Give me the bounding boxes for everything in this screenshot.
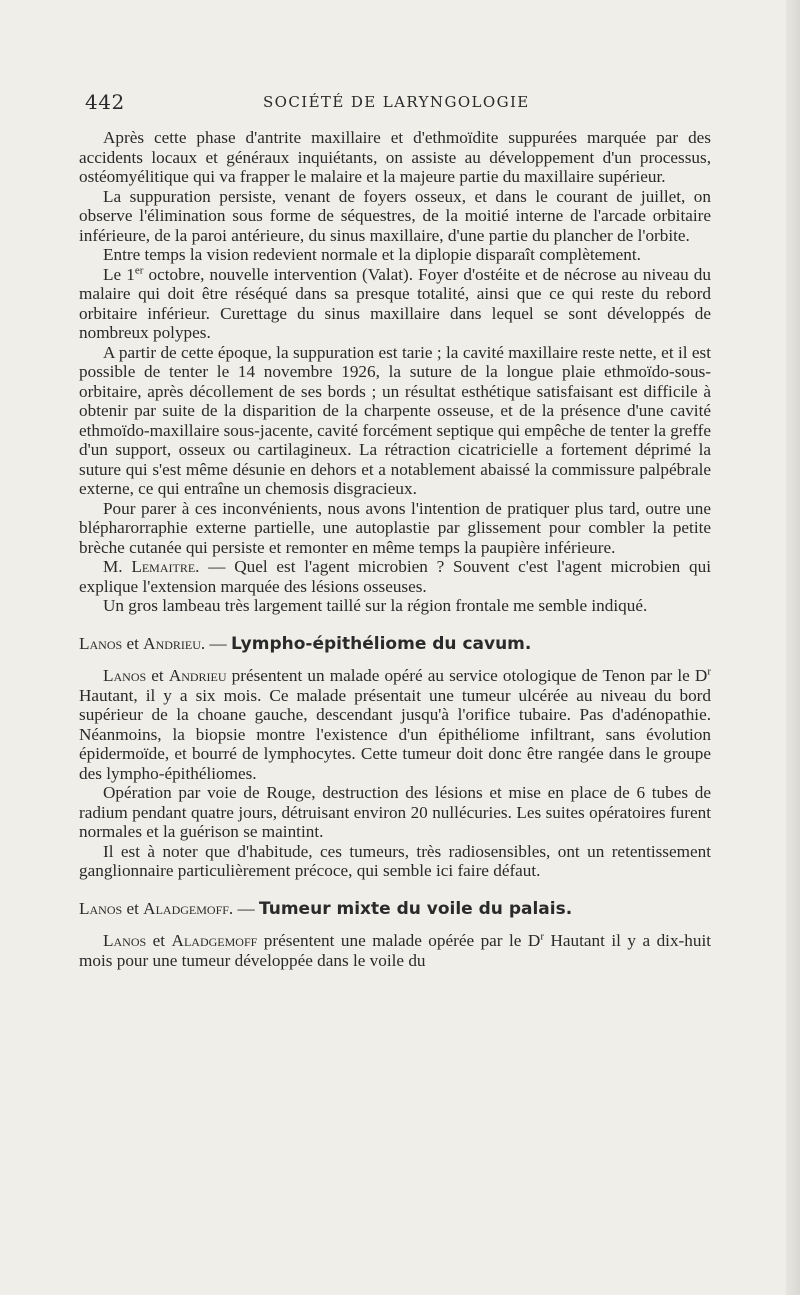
page-number: 442: [85, 90, 125, 114]
paragraph: [79, 666, 711, 783]
text-span: Le 1: [103, 264, 135, 284]
paragraph: Opération par voie de Rouge, destruction des lésions et mise en place de 6 tubes de radium pendant quatre jours, détruisant environ 20 nullécuries. Les suites opératoires furent normales et la guérison se maintint.: [79, 783, 711, 841]
speaker-name: M. Lemaitre.: [103, 557, 200, 576]
running-head: SOCIÉTÉ DE LARYNGOLOGIE: [263, 93, 530, 111]
text-span: — Quel est l'agent microbien ? Souvent c'est l'agent microbien qui explique l'extension marquée des lésions osseuses.: [79, 557, 712, 596]
text-span: Hautant, il y a six mois. Ce malade présentait une tumeur ulcérée au niveau du bord supérieur de la choane gauche, descendant jusqu'à l'orifice tubaire. Pas d'adénopathie. Néanmoins, la biopsie montre l'existence d'un épithéliome infiltrant, sans évolution épidermoïde, et bourré de lymphocytes. Cette tumeur doit donc être rangée dans le groupe des lympho-épithéliomes.: [79, 685, 711, 783]
text-span: octobre, nouvelle intervention (Valat). Foyer d'ostéite et de nécrose au niveau du malaire qui doit être réséqué dans sa presque totalité, ainsi que ce qui reste du rebord orbitaire inférieur. Curettage du sinus maxillaire dans lequel se sont développés de nombreux polypes.: [79, 264, 711, 342]
paragraph: [79, 265, 711, 343]
page-edge-shadow: [786, 0, 800, 1295]
section-title: Tumeur mixte du voile du palais.: [259, 898, 573, 919]
section-heading-lympho: [79, 634, 711, 655]
page-header: [85, 90, 705, 118]
text-span: présentent un malade opéré au service otologique de Tenon par le D: [226, 666, 708, 685]
paragraph: [79, 931, 711, 970]
paragraph: Il est à noter que d'habitude, ces tumeurs, très radiosensibles, ont un retentissement ganglionnaire particulièrement précoce, qui semble ici faire défaut.: [79, 841, 711, 880]
paragraph: Entre temps la vision redevient normale et la diplopie disparaît complètement.: [103, 245, 641, 264]
lemaitre-paragraph: [79, 557, 711, 596]
text-span: Hautant il y a dix-huit mois pour une tumeur développée dans le voile du: [79, 931, 711, 970]
text-span: et: [122, 633, 144, 653]
page-body: [79, 128, 711, 970]
superscript: r: [540, 930, 544, 943]
author-name: Aladgemoff: [171, 931, 258, 950]
paragraph: Un gros lambeau très largement taillé sur la région frontale me semble indiqué.: [103, 596, 648, 615]
text-span: et: [146, 666, 169, 685]
author-name: Andrieu: [168, 666, 227, 685]
text-span: et: [122, 898, 144, 918]
text-span: présentent une malade opérée par le D: [257, 931, 541, 950]
superscript: er: [134, 263, 144, 276]
author-name: Lanos: [103, 666, 147, 685]
paragraph: La suppuration persiste, venant de foyers osseux, et dans le courant de juillet, on observe l'élimination sous forme de séquestres, de la moitié interne de l'arcade orbitaire inférieure, de la paroi antérieure, du sinus maxillaire, d'une partie du plancher de l'orbite.: [79, 186, 711, 245]
author-name: Lanos: [103, 931, 147, 950]
superscript: r: [707, 665, 711, 678]
text-span: —: [205, 633, 231, 653]
author-name: Andrieu.: [143, 633, 206, 653]
text-span: et: [146, 931, 172, 950]
author-name: Lanos: [79, 898, 123, 918]
author-name: Lanos: [79, 633, 123, 653]
section-title: Lympho-épithéliome du cavum.: [231, 633, 532, 654]
paragraph: Pour parer à ces inconvénients, nous avons l'intention de pratiquer plus tard, outre une blépharorraphie externe partielle, une autoplastie par glissement pour combler la petite brèche cutanée qui persiste et remonter en même temps la paupière inférieure.: [79, 498, 711, 557]
author-name: Aladgemoff.: [143, 898, 234, 918]
paragraph: A partir de cette époque, la suppuration est tarie ; la cavité maxillaire reste nette, et il est possible de tenter le 14 novembre 1926, la suture de la longue plaie ethmoïdo-sous-orbitaire, après décollement de ses bords ; un résultat esthétique satisfaisant est difficile à obtenir par suite de la disparition de la charpente osseuse, et de la présence d'une cavité ethmoïdo-maxillaire sous-jacente, cavité forcément septique qui empêche de tenter la greffe d'un support, osseux ou cartilagineux. La rétraction cicatricielle a fortement déprimé la suture qui s'est même désunie en dehors et a notablement abaissé la commissure palpébrale externe, ce qui entraîne un chemosis disgracieux.: [79, 342, 712, 498]
text-span: —: [233, 898, 260, 918]
paragraph: Après cette phase d'antrite maxillaire et d'ethmoïdite suppurées marquée par des accidents locaux et généraux inquiétants, on assiste au développement d'un processus, ostéomyélitique qui va frapper le malaire et la majeure partie du maxillaire supérieur.: [79, 128, 711, 186]
section-heading-tumeur: [79, 899, 711, 920]
